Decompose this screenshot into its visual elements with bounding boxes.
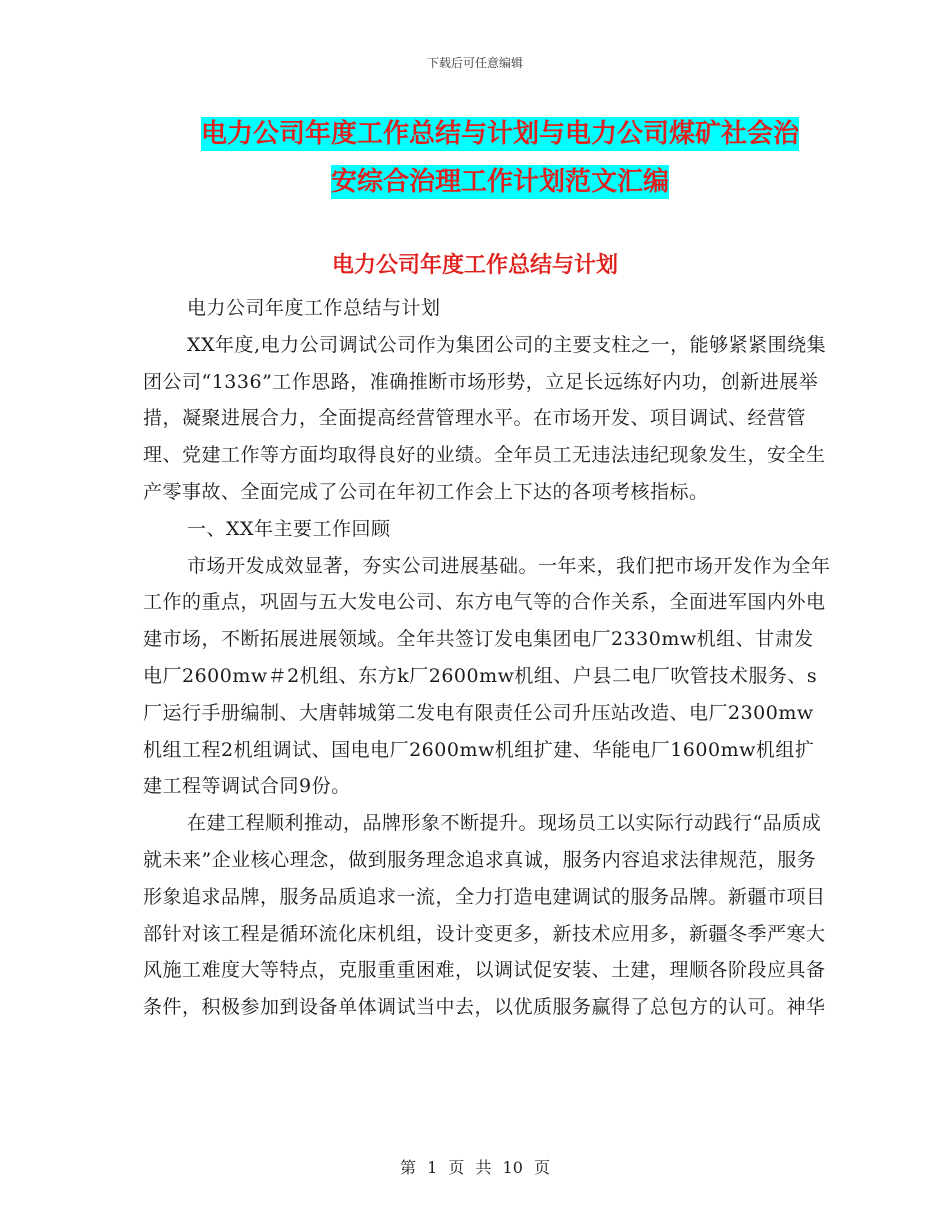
- document-body: [143, 290, 833, 1026]
- document-title: [160, 110, 840, 206]
- paragraph: 在建工程顺利推动，品牌形象不断提升。现场员工以实际行动践行“品质成就未来”企业核心理念，做到服务理念追求真诚，服务内容追求法律规范，服务形象追求品牌，服务品质追求一流，全力打造电建调试的服务品牌。新疆市项目部针对该工程是循环流化床机组，设计变更多，新技术应用多，新疆冬季严寒大风施工难度大等特点，克服重重困难，以调试促安装、土建，理顺各阶段应具备条件，积极参加到设备单体调试当中去，以优质服务赢得了总包方的认可。神华: [143, 812, 826, 1019]
- header-note: 下载后可任意编辑: [426, 56, 523, 70]
- title-line-2: 安综合治理工作计划范文汇编: [330, 167, 669, 197]
- paragraph: 市场开发成效显著，夯实公司进展基础。一年来，我们把市场开发作为全年工作的重点，巩固与五大发电公司、东方电气等的合作关系，全面进军国内外电建市场，不断拓展进展领域。全年共签订发电集团电厂2330mw机组、甘肃发电厂2600mw＃2机组、东方k厂2600mw机组、户县二电厂吹管技术服务、s厂运行手册编制、大唐韩城第二发电有限责任公司升压站改造、电厂2300mw机组工程2机组调试、国电电厂2600mw机组扩建、华能电厂1600mw机组扩建工程等调试合同9份。: [143, 554, 831, 798]
- section-title: 电力公司年度工作总结与计划: [331, 253, 618, 278]
- page-number: 第 1 页 共 10 页: [400, 1158, 550, 1177]
- paragraph: XX年度,电力公司调试公司作为集团公司的主要支柱之一，能够紧紧围绕集团公司“1336”工作思路，准确推断市场形势，立足长远练好内功，创新进展举措，凝聚进展合力，全面提高经营管理水平。在市场开发、项目调试、经营管理、党建工作等方面均取得良好的业绩。全年员工无违法违纪现象发生，安全生产零事故、全面完成了公司在年初工作会上下达的各项考核指标。: [143, 333, 827, 503]
- paragraph-heading: 电力公司年度工作总结与计划: [187, 297, 441, 319]
- title-line-1: 电力公司年度工作总结与计划与电力公司煤矿社会治: [200, 119, 799, 149]
- paragraph-subheading: 一、XX年主要工作回顾: [187, 517, 391, 540]
